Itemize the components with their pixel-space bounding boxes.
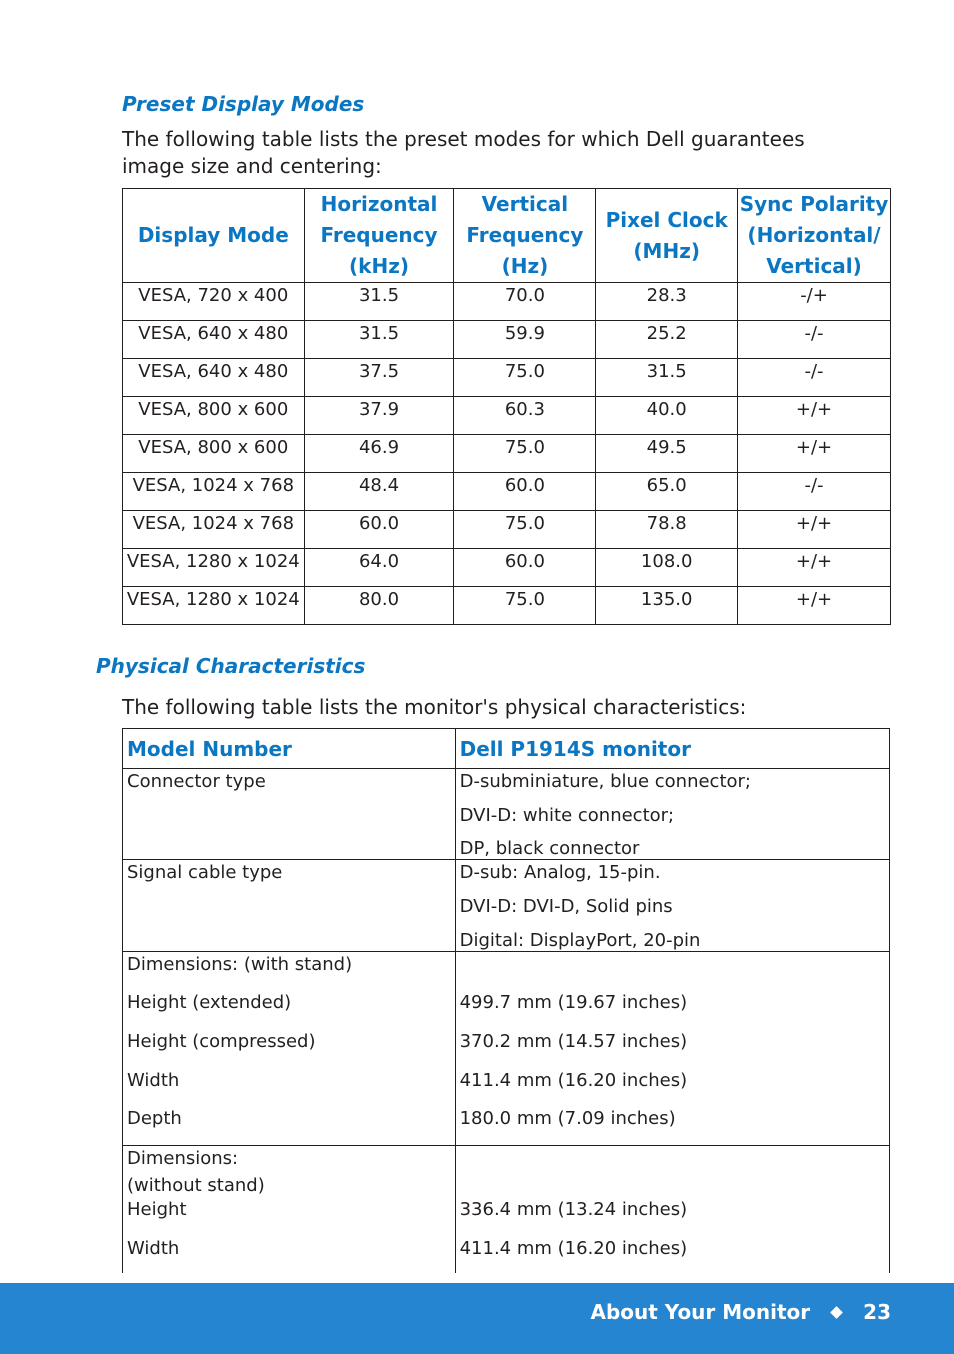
table-row <box>123 549 891 587</box>
height-compressed-label: Height (compressed) <box>127 1031 316 1052</box>
display-mode-cell: VESA, 640 x 480 <box>123 321 305 359</box>
vertical-frequency-cell: 75.0 <box>454 587 596 625</box>
sync-polarity-cell: +/+ <box>738 511 891 549</box>
sync-polarity-cell: +/+ <box>738 435 891 473</box>
sync-polarity-cell: -/- <box>738 321 891 359</box>
sync-polarity-cell: -/- <box>738 473 891 511</box>
display-mode-cell: VESA, 1024 x 768 <box>123 511 305 549</box>
height-extended-value: 499.7 mm (19.67 inches) <box>459 992 688 1013</box>
with-stand-value <box>460 955 889 975</box>
cable-value-1: D-sub: Analog, 15-pin. <box>459 862 661 883</box>
horizontal-frequency-cell: 60.0 <box>304 511 454 549</box>
horizontal-frequency-cell: 37.9 <box>304 397 454 435</box>
model-number-header: Model Number <box>123 729 456 769</box>
header-sync-polarity: Sync Polarity (Horizontal/ Vertical) <box>738 189 891 283</box>
pixel-clock-cell: 49.5 <box>596 435 738 473</box>
display-mode-cell: VESA, 640 x 480 <box>123 359 305 397</box>
physical-header-row <box>123 729 890 769</box>
vertical-frequency-cell: 60.0 <box>454 549 596 587</box>
vertical-frequency-cell: 75.0 <box>454 435 596 473</box>
preset-table-header-row <box>123 189 891 283</box>
without-stand-width-label: Width <box>127 1238 180 1259</box>
preset-table-body <box>123 283 891 625</box>
table-row <box>123 587 891 625</box>
pixel-clock-cell: 28.3 <box>596 283 738 321</box>
sync-polarity-cell: +/+ <box>738 549 891 587</box>
vertical-frequency-cell: 59.9 <box>454 321 596 359</box>
without-stand-label-2: (without stand) <box>127 1175 265 1196</box>
pixel-clock-cell: 65.0 <box>596 473 738 511</box>
table-row <box>123 359 891 397</box>
preset-modes-table <box>122 188 891 625</box>
connector-value-3: DP, black connector <box>459 838 640 859</box>
preset-display-modes-heading: Preset Display Modes <box>122 92 365 116</box>
sync-polarity-cell: -/+ <box>738 283 891 321</box>
pixel-clock-cell: 40.0 <box>596 397 738 435</box>
header-display-mode: Display Mode <box>123 189 305 283</box>
diamond-icon <box>830 1306 843 1319</box>
preset-intro-line1: The following table lists the preset modes for which Dell guarantees <box>122 127 805 151</box>
physical-characteristics-heading: Physical Characteristics <box>96 654 366 678</box>
dimensions-with-stand-row <box>123 952 890 1146</box>
display-mode-cell: VESA, 1280 x 1024 <box>123 549 305 587</box>
footer-section-title: About Your Monitor <box>590 1300 811 1324</box>
without-stand-value-spacer <box>460 1149 889 1169</box>
horizontal-frequency-cell: 31.5 <box>304 283 454 321</box>
table-row <box>123 473 891 511</box>
page-footer <box>0 1283 954 1354</box>
header-pixel-clock: Pixel Clock (MHz) <box>596 189 738 283</box>
vertical-frequency-cell: 70.0 <box>454 283 596 321</box>
width-label: Width <box>127 1070 180 1091</box>
table-row <box>123 283 891 321</box>
vertical-frequency-cell: 75.0 <box>454 511 596 549</box>
table-row <box>123 511 891 549</box>
with-stand-label: Dimensions: (with stand) <box>127 954 353 975</box>
depth-label: Depth <box>127 1108 182 1129</box>
connector-type-label: Connector type <box>127 771 266 792</box>
display-mode-cell: VESA, 800 x 600 <box>123 435 305 473</box>
pixel-clock-cell: 31.5 <box>596 359 738 397</box>
vertical-frequency-cell: 60.3 <box>454 397 596 435</box>
vertical-frequency-cell: 60.0 <box>454 473 596 511</box>
dimensions-without-stand-row <box>123 1146 890 1273</box>
horizontal-frequency-cell: 48.4 <box>304 473 454 511</box>
sync-polarity-cell: +/+ <box>738 397 891 435</box>
display-mode-cell: VESA, 1024 x 768 <box>123 473 305 511</box>
header-horizontal-frequency: Horizontal Frequency (kHz) <box>304 189 454 283</box>
connector-type-row <box>123 769 890 860</box>
horizontal-frequency-cell: 31.5 <box>304 321 454 359</box>
pixel-clock-cell: 108.0 <box>596 549 738 587</box>
height-compressed-value: 370.2 mm (14.57 inches) <box>459 1031 688 1052</box>
sync-polarity-cell: -/- <box>738 359 891 397</box>
signal-cable-row <box>123 860 890 952</box>
preset-intro-line2: image size and centering: <box>122 154 382 178</box>
width-value: 411.4 mm (16.20 inches) <box>459 1070 688 1091</box>
pixel-clock-cell: 78.8 <box>596 511 738 549</box>
physical-intro: The following table lists the monitor's physical characteristics: <box>122 695 747 719</box>
cable-value-3: Digital: DisplayPort, 20-pin <box>459 930 701 951</box>
display-mode-cell: VESA, 1280 x 1024 <box>123 587 305 625</box>
table-row <box>123 321 891 359</box>
horizontal-frequency-cell: 80.0 <box>304 587 454 625</box>
pixel-clock-cell: 135.0 <box>596 587 738 625</box>
without-stand-height-label: Height <box>127 1199 187 1220</box>
connector-value-1: D-subminiature, blue connector; <box>459 771 751 792</box>
vertical-frequency-cell: 75.0 <box>454 359 596 397</box>
physical-characteristics-table <box>122 728 890 1273</box>
table-row <box>123 435 891 473</box>
signal-cable-label: Signal cable type <box>127 862 283 883</box>
page-number: 23 <box>863 1300 891 1324</box>
sync-polarity-cell: +/+ <box>738 587 891 625</box>
display-mode-cell: VESA, 720 x 400 <box>123 283 305 321</box>
footer-text <box>591 1300 892 1324</box>
horizontal-frequency-cell: 37.5 <box>304 359 454 397</box>
connector-value-2: DVI-D: white connector; <box>459 805 675 826</box>
cable-value-2: DVI-D: DVI-D, Solid pins <box>459 896 673 917</box>
header-vertical-frequency: Vertical Frequency (Hz) <box>454 189 596 283</box>
without-stand-width-value: 411.4 mm (16.20 inches) <box>459 1238 688 1259</box>
horizontal-frequency-cell: 64.0 <box>304 549 454 587</box>
depth-value: 180.0 mm (7.09 inches) <box>459 1108 676 1129</box>
pixel-clock-cell: 25.2 <box>596 321 738 359</box>
without-stand-label-1: Dimensions: <box>127 1148 239 1169</box>
horizontal-frequency-cell: 46.9 <box>304 435 454 473</box>
model-name-header: Dell P1914S monitor <box>455 729 889 769</box>
table-row <box>123 397 891 435</box>
height-extended-label: Height (extended) <box>127 992 292 1013</box>
without-stand-height-value: 336.4 mm (13.24 inches) <box>459 1199 688 1220</box>
preset-intro <box>122 126 805 180</box>
display-mode-cell: VESA, 800 x 600 <box>123 397 305 435</box>
